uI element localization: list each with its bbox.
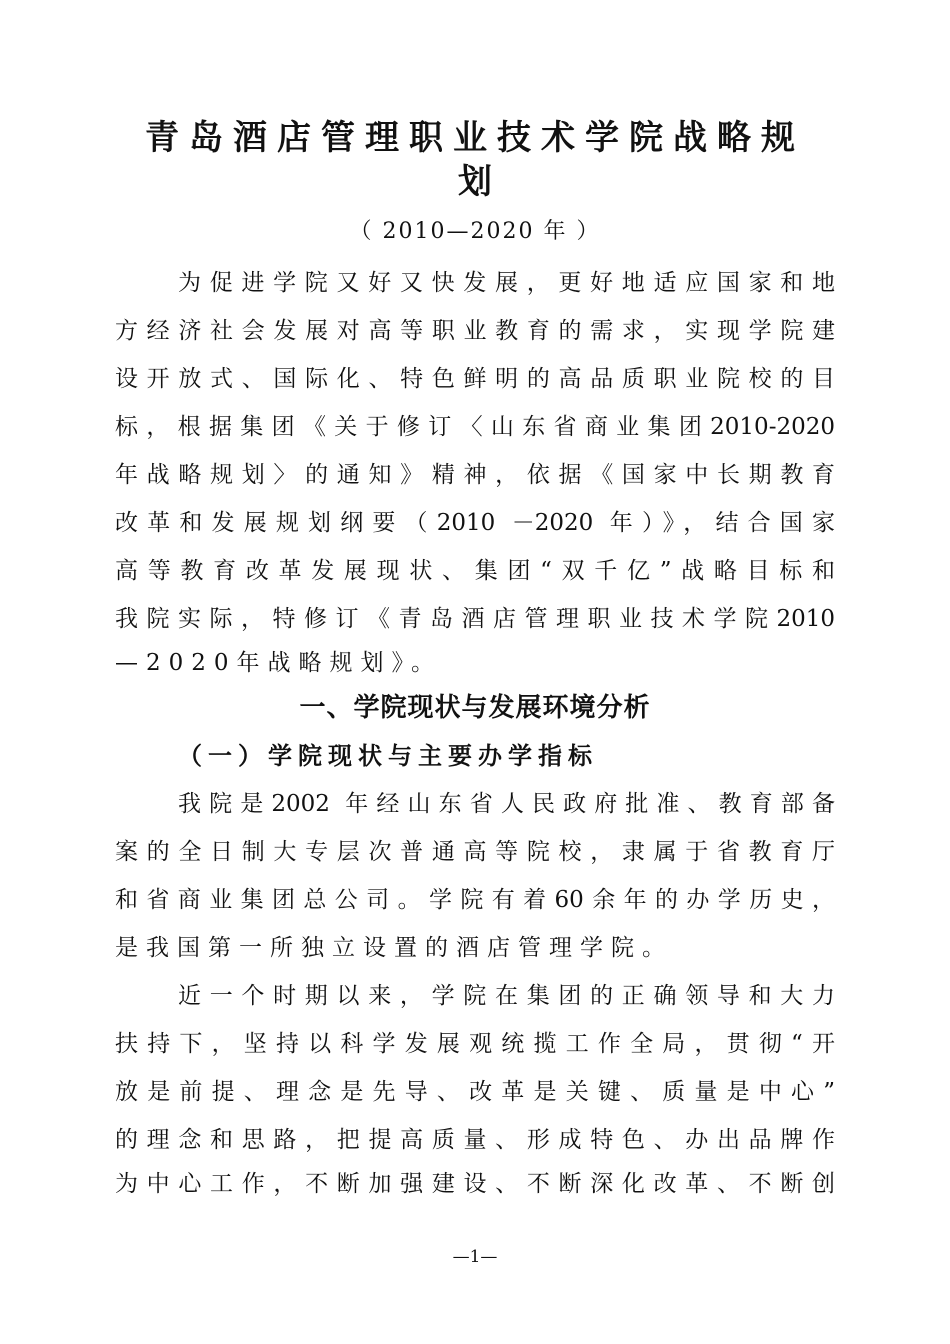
intro-line: 改革和发展规划纲要（2010 －2020 年）》，结合国家 <box>115 510 835 536</box>
body-line: 和省商业集团总公司。学院有着60余年的办学历史， <box>115 887 835 913</box>
body-line: 我院是2002 年经山东省人民政府批准、教育部备 <box>178 791 835 817</box>
intro-line: —2020年战略规划》。 <box>115 650 443 676</box>
subsection-heading: （一）学院现状与主要办学指标 <box>178 742 598 770</box>
body-line: 是我国第一所独立设置的酒店管理学院。 <box>115 935 673 961</box>
section-heading: 一、学院现状与发展环境分析 <box>299 693 651 723</box>
body-line: 为中心工作，不断加强建设、不断深化改革、不断创 <box>115 1171 835 1197</box>
intro-line: 方经济社会发展对高等职业教育的需求，实现学院建 <box>115 318 835 344</box>
body-line: 案的全日制大专层次普通高等院校，隶属于省教育厅 <box>115 839 835 865</box>
intro-line: 高等教育改革发展现状、集团“双千亿”战略目标和 <box>115 558 835 584</box>
document-subtitle: （ 2010—2020 年 ） <box>349 219 601 244</box>
body-line: 的理念和思路，把提高质量、形成特色、办出品牌作 <box>115 1127 835 1153</box>
body-line: 扶持下，坚持以科学发展观统揽工作全局，贯彻“开 <box>115 1031 835 1057</box>
intro-line: 我院实际，特修订《青岛酒店管理职业技术学院2010 <box>115 606 835 632</box>
body-line: 近一个时期以来，学院在集团的正确领导和大力 <box>178 983 835 1009</box>
intro-line: 设开放式、国际化、特色鲜明的高品质职业院校的目 <box>115 366 835 392</box>
body-line: 放是前提、理念是先导、改革是关键、质量是中心” <box>115 1079 835 1105</box>
intro-line: 标，根据集团《关于修订〈山东省商业集团2010-2020 <box>115 414 835 440</box>
document-title-line-1: 青岛酒店管理职业技术学院战略规 <box>145 118 805 158</box>
page-number: —1— <box>452 1247 498 1267</box>
intro-line: 为促进学院又好又快发展，更好地适应国家和地 <box>178 270 835 296</box>
intro-line: 年战略规划〉的通知》精神，依据《国家中长期教育 <box>115 462 835 488</box>
document-title-line-2: 划 <box>458 162 492 202</box>
